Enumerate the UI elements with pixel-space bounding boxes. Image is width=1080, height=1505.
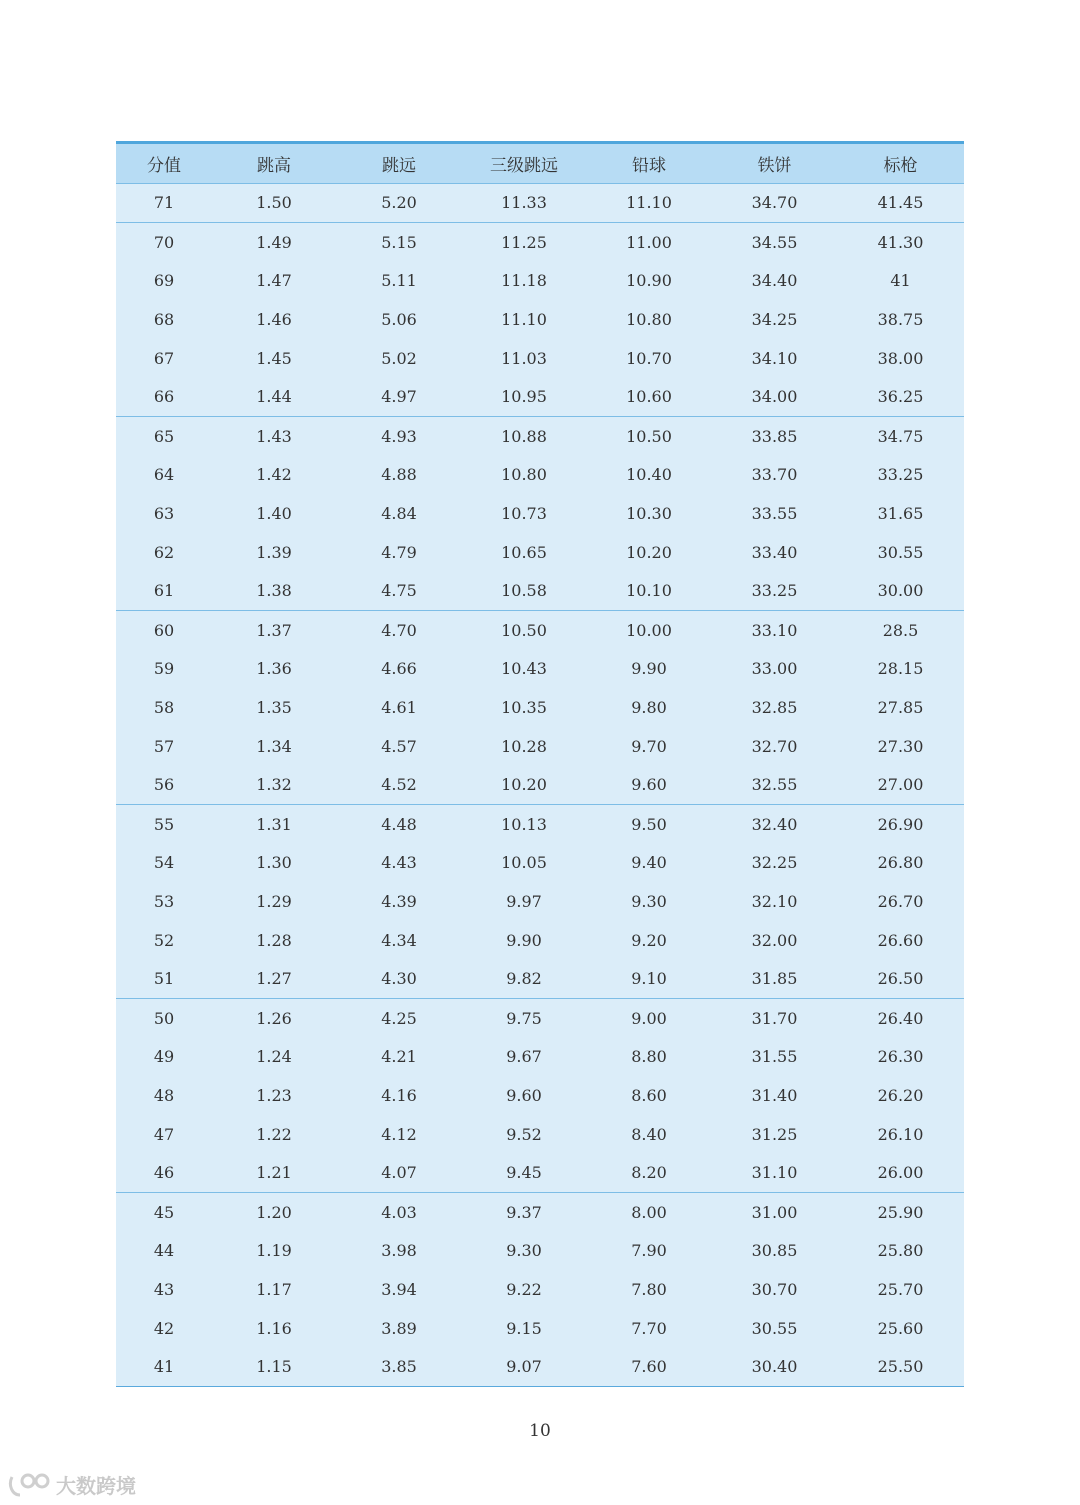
cell-discus: 34.40	[751, 271, 798, 291]
cell-long-jump: 4.21	[381, 1047, 417, 1067]
brand-logo-icon	[8, 1471, 52, 1499]
cell-triple-jump: 10.73	[501, 504, 547, 524]
cell-discus: 31.10	[712, 1153, 837, 1192]
cell-score: 68	[153, 310, 175, 330]
cell-score: 64	[153, 465, 175, 485]
cell-triple-jump: 9.22	[506, 1279, 542, 1299]
cell-javelin: 41.30	[877, 232, 924, 252]
header-score: 分值	[116, 144, 212, 183]
cell-discus: 32.70	[751, 736, 798, 756]
table-row	[116, 727, 964, 766]
cell-score: 56	[116, 765, 212, 804]
cell-discus: 33.10	[751, 620, 798, 640]
cell-long-jump: 4.52	[336, 765, 462, 804]
table-row	[116, 611, 964, 650]
cell-shot-put: 7.80	[631, 1279, 667, 1299]
cell-score: 48	[153, 1085, 175, 1105]
cell-high-jump: 1.23	[256, 1085, 292, 1105]
cell-shot-put: 10.50	[626, 426, 672, 446]
cell-high-jump: 1.27	[212, 959, 336, 998]
cell-triple-jump: 10.80	[501, 465, 547, 485]
cell-javelin: 26.10	[877, 1124, 924, 1144]
cell-triple-jump: 9.90	[506, 930, 542, 950]
header-high-jump: 跳高	[212, 144, 336, 183]
cell-shot-put: 10.70	[626, 348, 672, 368]
cell-discus: 33.85	[751, 426, 798, 446]
table-row	[116, 805, 964, 844]
cell-triple-jump: 10.20	[462, 765, 586, 804]
watermark	[8, 1470, 136, 1499]
cell-shot-put: 10.90	[626, 271, 672, 291]
cell-high-jump: 1.44	[212, 377, 336, 416]
cell-javelin: 25.50	[837, 1347, 964, 1386]
cell-triple-jump: 10.65	[501, 542, 547, 562]
cell-long-jump: 5.02	[381, 348, 417, 368]
cell-javelin: 28.15	[877, 659, 924, 679]
cell-score: 57	[153, 736, 175, 756]
cell-javelin: 25.60	[877, 1318, 924, 1338]
cell-shot-put: 8.40	[631, 1124, 667, 1144]
cell-javelin: 31.65	[877, 504, 924, 524]
cell-triple-jump: 10.35	[501, 698, 547, 718]
cell-high-jump: 1.32	[212, 765, 336, 804]
cell-triple-jump: 10.13	[501, 814, 547, 834]
table-row	[116, 959, 964, 998]
cell-javelin: 25.90	[877, 1202, 924, 1222]
cell-score: 60	[153, 620, 175, 640]
cell-long-jump: 4.93	[381, 426, 417, 446]
cell-high-jump: 1.40	[256, 504, 292, 524]
cell-score: 66	[116, 377, 212, 416]
cell-triple-jump: 10.58	[462, 571, 586, 610]
cell-triple-jump: 10.50	[501, 620, 547, 640]
cell-shot-put: 10.20	[626, 542, 672, 562]
cell-long-jump: 5.15	[381, 232, 417, 252]
cell-discus: 32.40	[751, 814, 798, 834]
cell-shot-put: 8.80	[631, 1047, 667, 1067]
table-row	[116, 1309, 964, 1348]
table-row	[116, 1232, 964, 1271]
cell-javelin: 33.25	[877, 465, 924, 485]
cell-score: 58	[153, 698, 175, 718]
cell-triple-jump: 11.10	[501, 310, 547, 330]
cell-high-jump: 1.28	[256, 930, 292, 950]
cell-shot-put: 9.30	[631, 891, 667, 911]
cell-score: 52	[153, 930, 175, 950]
table-row	[116, 339, 964, 378]
cell-discus: 32.00	[751, 930, 798, 950]
cell-discus: 31.40	[751, 1085, 798, 1105]
cell-high-jump: 1.26	[256, 1008, 292, 1028]
cell-shot-put: 9.90	[631, 659, 667, 679]
table-header-row	[116, 144, 964, 183]
cell-long-jump: 4.97	[336, 377, 462, 416]
cell-triple-jump: 9.75	[506, 1008, 542, 1028]
cell-javelin: 26.00	[837, 1153, 964, 1192]
cell-shot-put: 7.60	[586, 1347, 712, 1386]
cell-javelin: 25.70	[877, 1279, 924, 1299]
cell-shot-put: 10.60	[586, 377, 712, 416]
cell-triple-jump: 11.18	[501, 271, 547, 291]
cell-discus: 34.00	[712, 377, 837, 416]
table-row	[116, 494, 964, 533]
table-row	[116, 1153, 964, 1192]
cell-discus: 32.55	[712, 765, 837, 804]
cell-high-jump: 1.15	[212, 1347, 336, 1386]
cell-long-jump: 4.75	[336, 571, 462, 610]
cell-score: 55	[153, 814, 175, 834]
cell-javelin: 28.5	[882, 620, 919, 640]
cell-high-jump: 1.47	[256, 271, 292, 291]
table-row	[116, 688, 964, 727]
cell-long-jump: 4.70	[381, 620, 417, 640]
cell-high-jump: 1.46	[256, 310, 292, 330]
score-table-grid	[116, 144, 964, 1387]
cell-shot-put: 10.40	[626, 465, 672, 485]
cell-high-jump: 1.45	[256, 348, 292, 368]
cell-discus: 33.25	[712, 571, 837, 610]
cell-javelin: 26.50	[837, 959, 964, 998]
cell-javelin: 30.00	[837, 571, 964, 610]
table-body	[116, 183, 964, 1386]
cell-triple-jump: 10.43	[501, 659, 547, 679]
cell-triple-jump: 9.97	[506, 891, 542, 911]
cell-javelin: 38.75	[877, 310, 924, 330]
cell-long-jump: 3.98	[381, 1241, 417, 1261]
cell-shot-put: 9.60	[586, 765, 712, 804]
cell-high-jump: 1.30	[256, 853, 292, 873]
cell-score: 41	[116, 1347, 212, 1386]
cell-discus: 30.55	[751, 1318, 798, 1338]
cell-discus: 31.55	[751, 1047, 798, 1067]
table-row	[116, 844, 964, 883]
page-number: 10	[529, 1421, 551, 1441]
cell-triple-jump: 11.03	[501, 348, 547, 368]
cell-long-jump: 4.07	[336, 1153, 462, 1192]
cell-discus: 32.25	[751, 853, 798, 873]
cell-triple-jump: 11.33	[462, 183, 586, 223]
table-row	[116, 262, 964, 301]
cell-score: 49	[153, 1047, 175, 1067]
cell-triple-jump: 10.05	[501, 853, 547, 873]
cell-discus: 34.55	[751, 232, 798, 252]
table-row	[116, 456, 964, 495]
table-row	[116, 223, 964, 262]
table-row	[116, 921, 964, 960]
cell-score: 63	[153, 504, 175, 524]
cell-javelin: 26.40	[877, 1008, 924, 1028]
cell-javelin: 26.30	[877, 1047, 924, 1067]
cell-triple-jump: 9.15	[506, 1318, 542, 1338]
cell-long-jump: 4.39	[381, 891, 417, 911]
cell-discus: 30.85	[751, 1241, 798, 1261]
header-shot-put: 铅球	[586, 144, 712, 183]
table-row	[116, 417, 964, 456]
cell-long-jump: 4.03	[381, 1202, 417, 1222]
cell-javelin: 36.25	[837, 377, 964, 416]
cell-javelin: 27.85	[877, 698, 924, 718]
table-row	[116, 183, 964, 223]
table-row	[116, 1076, 964, 1115]
cell-javelin: 26.90	[877, 814, 924, 834]
table-row	[116, 571, 964, 610]
cell-long-jump: 5.20	[336, 183, 462, 223]
cell-javelin: 27.30	[877, 736, 924, 756]
cell-high-jump: 1.35	[256, 698, 292, 718]
cell-score: 71	[116, 183, 212, 223]
cell-long-jump: 3.89	[381, 1318, 417, 1338]
cell-score: 69	[153, 271, 175, 291]
table-row	[116, 1115, 964, 1154]
cell-javelin: 34.75	[877, 426, 924, 446]
cell-javelin: 26.20	[877, 1085, 924, 1105]
cell-score: 51	[116, 959, 212, 998]
cell-shot-put: 7.70	[631, 1318, 667, 1338]
cell-high-jump: 1.21	[212, 1153, 336, 1192]
cell-shot-put: 8.20	[586, 1153, 712, 1192]
cell-high-jump: 1.34	[256, 736, 292, 756]
cell-shot-put: 9.50	[631, 814, 667, 834]
cell-triple-jump: 10.88	[501, 426, 547, 446]
cell-triple-jump: 11.25	[501, 232, 547, 252]
cell-long-jump: 4.61	[381, 698, 417, 718]
cell-triple-jump: 9.30	[506, 1241, 542, 1261]
cell-javelin: 25.80	[877, 1241, 924, 1261]
table-row	[116, 1192, 964, 1231]
cell-high-jump: 1.17	[256, 1279, 292, 1299]
cell-high-jump: 1.50	[212, 183, 336, 223]
header-discus: 铁饼	[712, 144, 837, 183]
cell-javelin: 41.45	[837, 183, 964, 223]
cell-discus: 32.10	[751, 891, 798, 911]
cell-high-jump: 1.36	[256, 659, 292, 679]
header-long-jump: 跳远	[336, 144, 462, 183]
cell-long-jump: 4.12	[381, 1124, 417, 1144]
cell-score: 67	[153, 348, 175, 368]
cell-javelin: 30.55	[877, 542, 924, 562]
cell-triple-jump: 9.67	[506, 1047, 542, 1067]
table-row	[116, 1347, 964, 1386]
cell-shot-put: 10.00	[626, 620, 672, 640]
cell-score: 70	[153, 232, 175, 252]
cell-triple-jump: 9.60	[506, 1085, 542, 1105]
cell-triple-jump: 9.37	[506, 1202, 542, 1222]
cell-score: 54	[153, 853, 175, 873]
cell-high-jump: 1.16	[256, 1318, 292, 1338]
cell-shot-put: 10.30	[626, 504, 672, 524]
cell-long-jump: 4.57	[381, 736, 417, 756]
cell-discus: 34.10	[751, 348, 798, 368]
cell-high-jump: 1.20	[256, 1202, 292, 1222]
cell-discus: 33.55	[751, 504, 798, 524]
cell-score: 44	[153, 1241, 175, 1261]
header-triple-jump: 三级跳远	[462, 144, 586, 183]
cell-javelin: 41	[890, 271, 911, 291]
cell-discus: 31.00	[751, 1202, 798, 1222]
cell-javelin: 26.60	[877, 930, 924, 950]
cell-long-jump: 4.43	[381, 853, 417, 873]
cell-score: 47	[153, 1124, 175, 1144]
cell-high-jump: 1.24	[256, 1047, 292, 1067]
cell-shot-put: 11.00	[626, 232, 672, 252]
cell-discus: 30.70	[751, 1279, 798, 1299]
cell-high-jump: 1.38	[212, 571, 336, 610]
cell-high-jump: 1.29	[256, 891, 292, 911]
cell-discus: 34.70	[712, 183, 837, 223]
cell-triple-jump: 9.07	[462, 1347, 586, 1386]
cell-triple-jump: 10.28	[501, 736, 547, 756]
table-row	[116, 765, 964, 804]
table-row	[116, 650, 964, 689]
cell-long-jump: 4.16	[381, 1085, 417, 1105]
cell-discus: 31.25	[751, 1124, 798, 1144]
cell-high-jump: 1.43	[256, 426, 292, 446]
cell-score: 59	[153, 659, 175, 679]
cell-long-jump: 4.25	[381, 1008, 417, 1028]
cell-shot-put: 9.40	[631, 853, 667, 873]
cell-discus: 33.00	[751, 659, 798, 679]
cell-score: 61	[116, 571, 212, 610]
cell-score: 65	[153, 426, 175, 446]
cell-long-jump: 4.30	[336, 959, 462, 998]
table-row	[116, 377, 964, 416]
cell-shot-put: 9.00	[631, 1008, 667, 1028]
cell-shot-put: 7.90	[631, 1241, 667, 1261]
table-row	[116, 1270, 964, 1309]
cell-long-jump: 4.66	[381, 659, 417, 679]
cell-shot-put: 9.70	[631, 736, 667, 756]
cell-shot-put: 9.20	[631, 930, 667, 950]
cell-discus: 31.70	[751, 1008, 798, 1028]
cell-high-jump: 1.37	[256, 620, 292, 640]
cell-shot-put: 9.80	[631, 698, 667, 718]
cell-long-jump: 4.79	[381, 542, 417, 562]
cell-javelin: 26.80	[877, 853, 924, 873]
cell-high-jump: 1.49	[256, 232, 292, 252]
cell-shot-put: 11.10	[586, 183, 712, 223]
cell-triple-jump: 9.82	[462, 959, 586, 998]
cell-javelin: 27.00	[837, 765, 964, 804]
cell-long-jump: 4.84	[381, 504, 417, 524]
cell-shot-put: 10.80	[626, 310, 672, 330]
cell-long-jump: 3.94	[381, 1279, 417, 1299]
cell-javelin: 26.70	[877, 891, 924, 911]
cell-shot-put: 10.10	[586, 571, 712, 610]
header-javelin: 标枪	[837, 144, 964, 183]
cell-triple-jump: 10.95	[462, 377, 586, 416]
cell-high-jump: 1.22	[256, 1124, 292, 1144]
cell-javelin: 38.00	[877, 348, 924, 368]
cell-discus: 32.85	[751, 698, 798, 718]
cell-long-jump: 4.48	[381, 814, 417, 834]
cell-high-jump: 1.19	[256, 1241, 292, 1261]
cell-discus: 31.85	[712, 959, 837, 998]
cell-discus: 30.40	[712, 1347, 837, 1386]
score-table	[116, 141, 964, 1387]
cell-discus: 33.70	[751, 465, 798, 485]
cell-score: 53	[153, 891, 175, 911]
cell-discus: 33.40	[751, 542, 798, 562]
table-row	[116, 882, 964, 921]
cell-score: 43	[153, 1279, 175, 1299]
cell-long-jump: 4.88	[381, 465, 417, 485]
cell-triple-jump: 9.45	[462, 1153, 586, 1192]
table-row	[116, 533, 964, 572]
cell-score: 62	[153, 542, 175, 562]
cell-score: 46	[116, 1153, 212, 1192]
cell-triple-jump: 9.52	[506, 1124, 542, 1144]
cell-shot-put: 8.00	[631, 1202, 667, 1222]
cell-high-jump: 1.42	[256, 465, 292, 485]
cell-score: 50	[153, 1008, 175, 1028]
table-row	[116, 1038, 964, 1077]
cell-score: 42	[153, 1318, 175, 1338]
cell-high-jump: 1.31	[256, 814, 292, 834]
table-row	[116, 998, 964, 1037]
cell-score: 45	[153, 1202, 175, 1222]
cell-shot-put: 9.10	[586, 959, 712, 998]
cell-high-jump: 1.39	[256, 542, 292, 562]
table-row	[116, 300, 964, 339]
cell-long-jump: 5.06	[381, 310, 417, 330]
cell-long-jump: 4.34	[381, 930, 417, 950]
cell-long-jump: 5.11	[381, 271, 417, 291]
cell-long-jump: 3.85	[336, 1347, 462, 1386]
watermark-text: 大数跨境	[56, 1474, 136, 1498]
cell-discus: 34.25	[751, 310, 798, 330]
cell-shot-put: 8.60	[631, 1085, 667, 1105]
